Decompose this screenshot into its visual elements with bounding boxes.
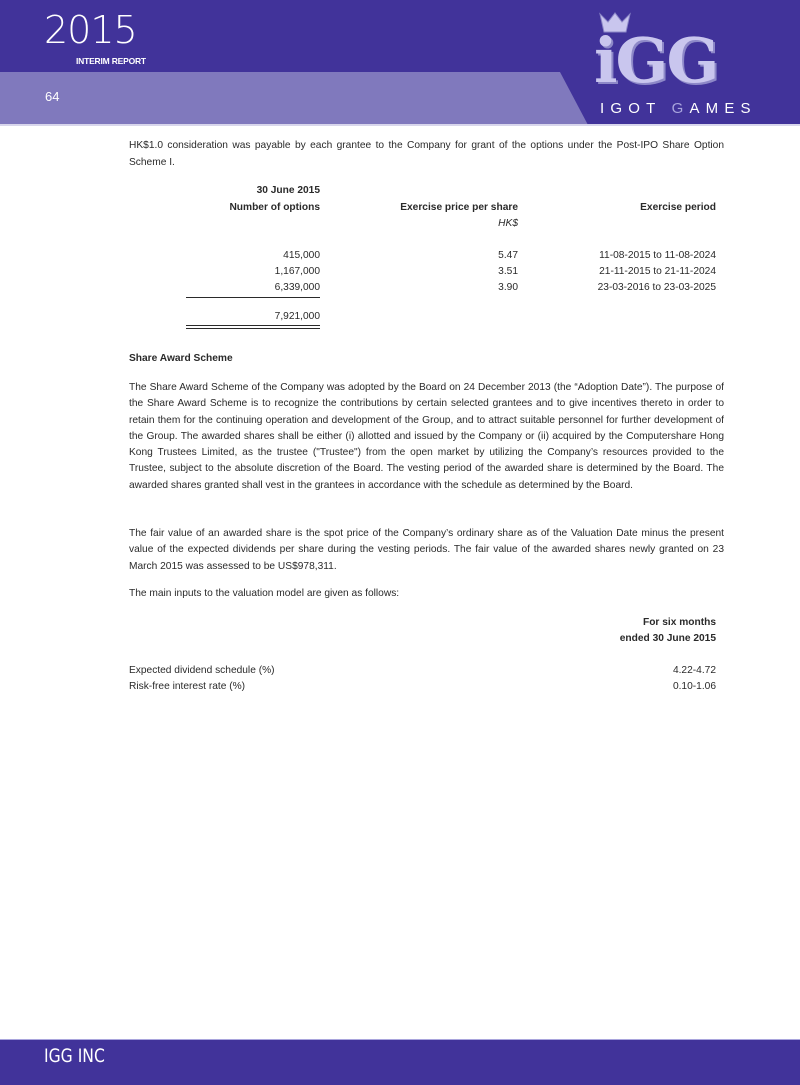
section-title-share-award: Share Award Scheme: [129, 353, 233, 364]
options-total: 7,921,000: [274, 311, 320, 322]
input-label: Risk-free interest rate (%): [129, 681, 246, 692]
options-count: 415,000: [283, 250, 320, 261]
options-count: 1,167,000: [274, 266, 320, 277]
options-count: 6,339,000: [274, 282, 320, 293]
share-award-paragraph: The Share Award Scheme of the Company was adopted by the Board on 24 December 2013 (the “Adoption Date”). The purpose of the Share Award Scheme is to recognize the contributions by certain selected grantees and to give incentives thereto in order to retain them for the continuing operation and development of the Group, and to attract suitable personnel for further development of the Group. The awarded shares shall be either (i) allotted and issued by the Company or (ii) acquired by the Computershare Hong Kong Trustees Limited, as the trustee ("Trustee") from the open market by utilizing the Company’s resources provided to the Trustee, subject to the absolute discretion of the Board. The vesting period of the awarded share is determined by the Board. The awarded shares granted shall vest in the grantees in accordance with the schedule as determined by the Board.: [129, 382, 724, 491]
input-value: 4.22-4.72: [672, 665, 716, 676]
valuation-header-line2: ended 30 June 2015: [619, 633, 716, 644]
valuation-inputs-intro: The main inputs to the valuation model are given as follows:: [129, 588, 400, 599]
col-header-price: Exercise price per share: [400, 202, 518, 213]
logo-letters: iGG: [594, 24, 718, 97]
page-header: [0, 0, 800, 125]
report-year: 2015: [44, 8, 137, 52]
col-header-date: 30 June 2015: [256, 185, 320, 196]
igg-logo: [592, 12, 762, 120]
exercise-price: 3.51: [498, 266, 518, 277]
total-double-rule-top: [186, 325, 320, 326]
subtotal-rule: [186, 297, 320, 298]
exercise-period: 11-08-2015 to 11-08-2024: [599, 250, 716, 261]
intro-paragraph: HK$1.0 consideration was payable by each grantee to the Company for grant of the options under the Post-IPO Share Option Scheme I.: [129, 140, 724, 168]
valuation-header-line1: For six months: [642, 617, 716, 628]
input-value: 0.10-1.06: [672, 681, 716, 692]
col-unit-hkd: HK$: [498, 218, 518, 229]
logo-tagline: IGOT GAMES: [600, 100, 757, 117]
exercise-price: 5.47: [498, 250, 518, 261]
col-header-options: Number of options: [229, 202, 320, 213]
col-header-period: Exercise period: [640, 202, 716, 213]
page-footer: [0, 1040, 800, 1085]
report-label: INTERIM REPORT: [76, 56, 146, 66]
page-number: 64: [45, 89, 60, 104]
fair-value-paragraph: The fair value of an awarded share is the spot price of the Company’s ordinary share as of the Valuation Date minus the present value of the expected dividends per share during the vesting periods. The fair value of the awarded shares newly granted on 23 March 2015 was assessed to be US$978,311.: [129, 528, 724, 572]
exercise-period: 21-11-2015 to 21-11-2024: [599, 266, 716, 277]
footer-company-name: IGG INC: [44, 1045, 105, 1067]
exercise-period: 23-03-2016 to 23-03-2025: [597, 282, 716, 293]
header-divider: [0, 124, 800, 126]
input-label: Expected dividend schedule (%): [129, 665, 275, 676]
exercise-price: 3.90: [498, 282, 518, 293]
total-double-rule-bottom: [186, 328, 320, 329]
